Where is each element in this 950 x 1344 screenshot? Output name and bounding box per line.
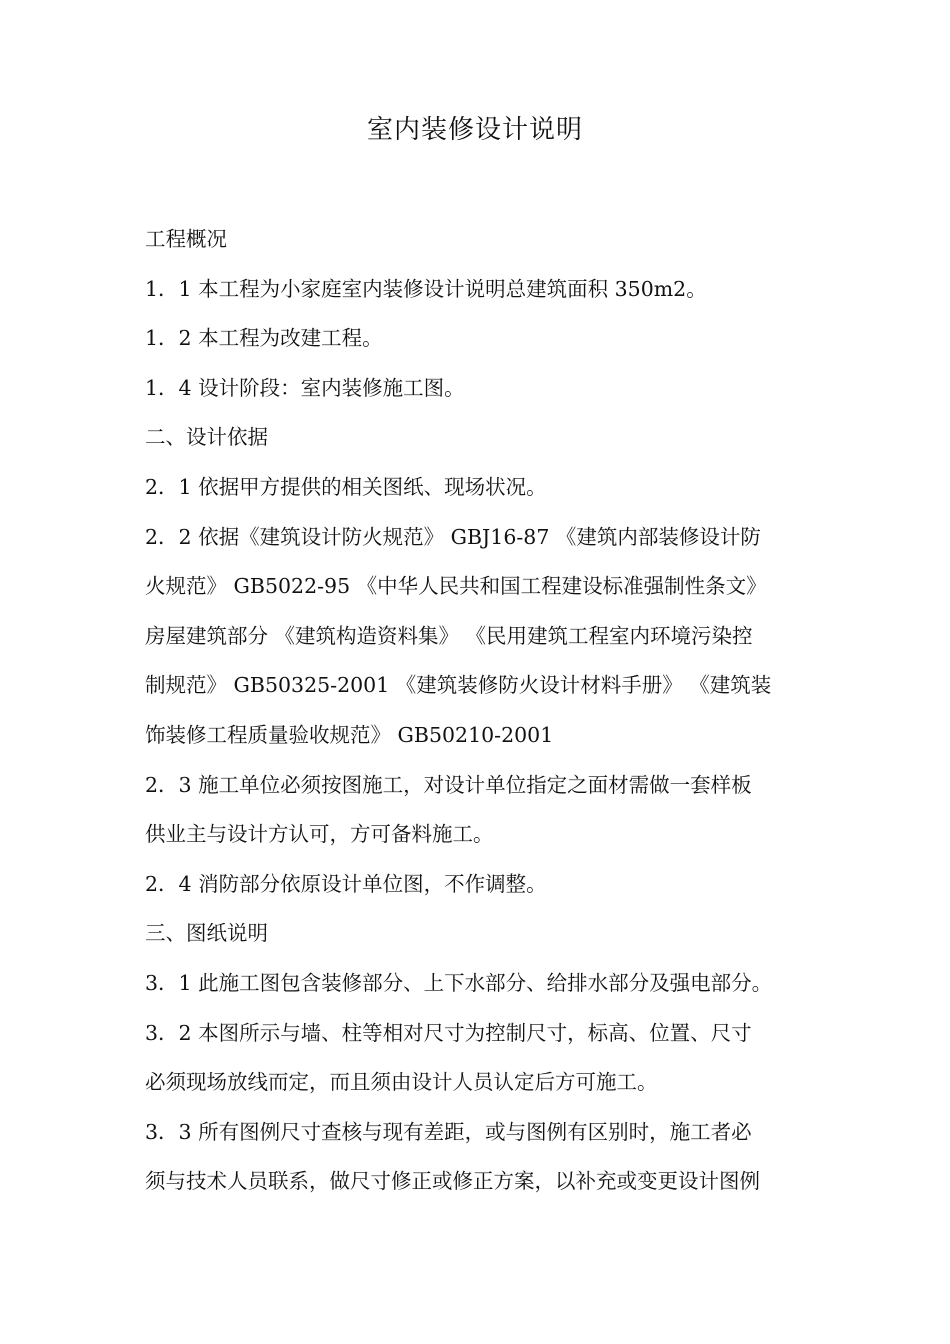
section-heading-overview: 工程概况 (145, 227, 227, 251)
section-heading-basis: 二、设计依据 (145, 425, 268, 450)
paragraph-line: 制规范》 GB50325-2001 《建筑装修防火设计材料手册》 《建筑装 (145, 673, 772, 698)
paragraph-line: 2．4 消防部分依原设计单位图，不作调整。 (145, 871, 547, 896)
paragraph-line: 火规范》 GB5022-95 《中华人民共和国工程建设标准强制性条文》 (145, 574, 767, 599)
paragraph-line: 必须现场放线而定，而且须由设计人员认定后方可施工。 (145, 1070, 658, 1095)
paragraph-line: 1．4 设计阶段：室内装修施工图。 (145, 375, 465, 400)
paragraph-line: 1．2 本工程为改建工程。 (145, 326, 383, 351)
paragraph-line: 3．2 本图所示与墙、柱等相对尺寸为控制尺寸，标高、位置、尺寸 (145, 1020, 752, 1045)
paragraph-line: 房屋建筑部分 《建筑构造资料集》 《民用建筑工程室内环境污染控 (145, 623, 753, 648)
paragraph-line: 2．3 施工单位必须按图施工，对设计单位指定之面材需做一套样板 (145, 772, 752, 797)
paragraph-line: 饰装修工程质量验收规范》 GB50210-2001 (145, 722, 554, 747)
section-heading-drawings: 三、图纸说明 (145, 921, 268, 946)
paragraph-line: 1．1 本工程为小家庭室内装修设计说明总建筑面积 350m2。 (145, 276, 707, 301)
paragraph-line: 3．3 所有图例尺寸查核与现有差距，或与图例有区别时，施工者必 (145, 1119, 752, 1144)
paragraph-line: 2．2 依据《建筑设计防火规范》 GBJ16-87 《建筑内部装修设计防 (145, 524, 761, 549)
paragraph-line: 2．1 依据甲方提供的相关图纸、现场状况。 (145, 474, 547, 499)
document-title: 室内装修设计说明 (366, 115, 583, 145)
paragraph-line: 须与技术人员联系，做尺寸修正或修正方案，以补充或变更设计图例 (145, 1169, 760, 1194)
paragraph-line: 供业主与设计方认可，方可备料施工。 (145, 822, 494, 847)
document-body (145, 215, 810, 1207)
paragraph-line: 3．1 此施工图包含装修部分、上下水部分、给排水部分及强电部分。 (145, 970, 773, 995)
